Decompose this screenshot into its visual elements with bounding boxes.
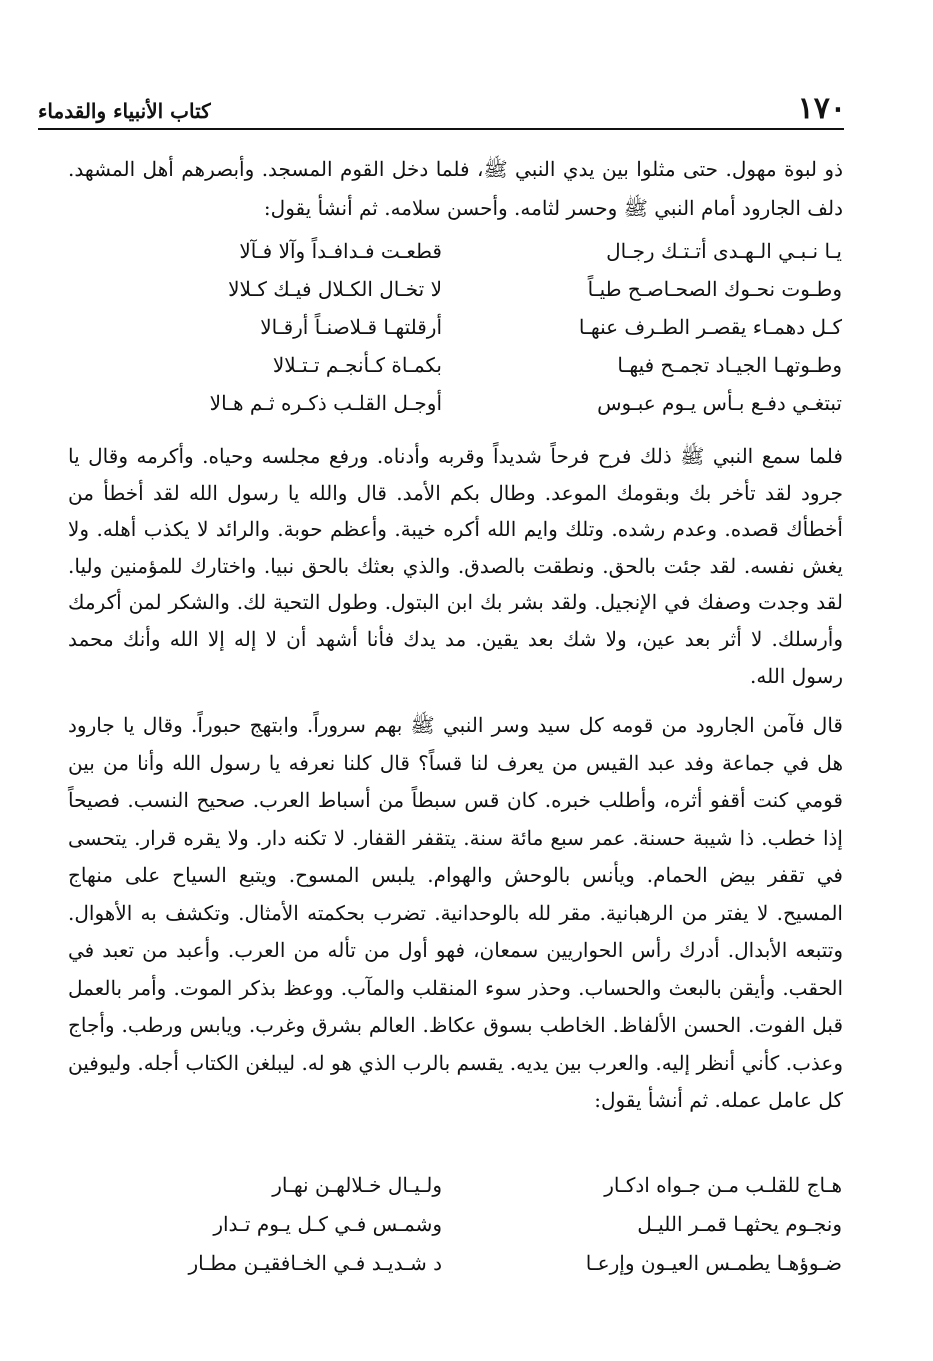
paragraph-text: فلما سمع النبي ﷺ ذلك فرح فرحاً شديداً وقربه وأدناه. ورفع مجلسه وحياه. وأكرمه وقال يا جرود لقد تأخر بك وبقومك الموعد. وطال بكم الأمد. قال والله يا رسول الله لقد أخطأ من أخطأك قصده. وعدم رشده. وتلك وايم الله أكره خيبة. وأعظم حوبة. والرائد لا يكذب أهله. ولا يغش نفسه. لقد جئت بالحق. ونطقت بالصدق. والذي بعثك بالحق نبيا. واختارك للمؤمنين وليا. لقد وجدت وصفك في الإنجيل. ولقد بشر بك ابن البتول. وطول التحية لك. والشكر لمن أكرمك وأرسلك. لا أثر بعد عين، ولا شك بعد يقين. مد يدك فأنا أشهد أن لا إله إلا الله وأنك محمد رسول الله. — [68, 444, 843, 688]
verse-first-hemistich: ضـوؤهـا يطمـس العيـون وإرعـا — [585, 1250, 842, 1275]
verse-first-hemistich: تبتغـي دفـع بـأس يـوم عبـوس — [597, 391, 842, 415]
verse-second-hemistich: أوجـل القلـب ذكـره ثـم هـالا — [209, 391, 442, 415]
verse-second-hemistich: بكمـاة كـأنجـم تـتـلالا — [272, 353, 442, 377]
verse-first-hemistich: كـل دهمـاء يقصـر الطـرف عنهـا — [578, 315, 842, 339]
verse-line — [90, 308, 842, 346]
verse-first-hemistich: هـاج للقلـب مـن جـواه ادكـار — [604, 1172, 842, 1197]
poem-1 — [90, 232, 842, 422]
page-number: ١٧٠ — [797, 91, 846, 126]
header-rule — [38, 128, 844, 130]
verse-second-hemistich: وشمـس فـي كـل يـوم تـدار — [213, 1211, 442, 1236]
verse-line — [90, 1243, 842, 1282]
verse-first-hemistich: وطـوتهـا الجيـاد تجمـح فيهـا — [617, 353, 842, 377]
verse-first-hemistich: وطـوت نحـوك الصحـاصـح طيـاً — [587, 277, 842, 301]
running-title: كتاب الأنبياء والقدماء — [38, 99, 211, 123]
paragraph-text: ذو لبوة مهول. حتى مثلوا بين يدي النبي ﷺ، فلما دخل القوم المسجد. وأبصرهم أهل المشهد. دلف الجارود أمام النبي ﷺ وحسر لثامه. وأحسن سلامه. ثم أنشأ يقول: — [68, 157, 843, 220]
verse-second-hemistich: قطعـت فـدافـداً وآلا فـآلا — [239, 239, 442, 263]
verse-line — [90, 384, 842, 422]
verse-second-hemistich: د شـديـد فـي الخـافقيـن مطـار — [188, 1250, 442, 1275]
verse-line — [90, 270, 842, 308]
verse-second-hemistich: أرقلتهـا قـلاصنـاً أرقـالا — [260, 315, 442, 339]
paragraph-1 — [68, 150, 843, 228]
verse-first-hemistich: ونجـوم يحثهـا قمـر الليـل — [637, 1211, 842, 1236]
verse-first-hemistich: يـا نـبـي الـهـدى أتـتـك رجـال — [606, 239, 842, 263]
verse-second-hemistich: لا تخـال الكـلال فيـك كـلالا — [228, 277, 442, 301]
poem-2 — [90, 1165, 842, 1282]
verse-line — [90, 1165, 842, 1204]
verse-line — [90, 346, 842, 384]
verse-second-hemistich: ولـيـال خـلالهـن نهـار — [272, 1172, 442, 1197]
paragraph-2 — [68, 438, 843, 694]
paragraph-3 — [68, 707, 843, 1120]
paragraph-text: قال فآمن الجارود من قومه كل سيد وسر النبي ﷺ بهم سروراً. وابتهج حبوراً. وقال يا جارود هل في جماعة وفد عبد القيس من يعرف لنا قساً؟ قال كلنا نعرفه يا رسول الله وأنا من بين قومي كنت أقفو أثره، وأطلب خبره. كان قس سبطاً من أسباط العرب. صحيح النسب. فصيحاً إذا خطب. ذا شيبة حسنة. عمر سبع مائة سنة. يتقفر القفار. لا تكنه دار. ولا يقره قرار. يتحسى في تقفر بيض الحمام. ويأنس بالوحش والهوام. يلبس المسوح. ويتبع السياح على منهاج المسيح. لا يفتر من الرهبانية. مقر لله بالوحدانية. تضرب بحكمته الأمثال. وتكشف به الأهوال. وتتبعه الأبدال. أدرك رأس الحواريين سمعان، فهو أول من تأله من العرب. وأعبد من تعبد في الحقب. وأيقن بالبعث والحساب. وحذر سوء المنقلب والمآب. ووعظ بذكر الموت. وأمر بالعمل قبل الفوت. الحسن الألفاظ. الخاطب بسوق عكاظ. العالم بشرق وغرب. ويابس ورطب. وأجاج وعذب. كأني أنظر إليه. والعرب بين يديه. يقسم بالرب الذي هو له. ليبلغن الكتاب أجله. وليوفين كل عامل عمله. ثم أنشأ يقول: — [68, 713, 843, 1112]
verse-line — [90, 232, 842, 270]
page-header — [38, 86, 846, 126]
verse-line — [90, 1204, 842, 1243]
